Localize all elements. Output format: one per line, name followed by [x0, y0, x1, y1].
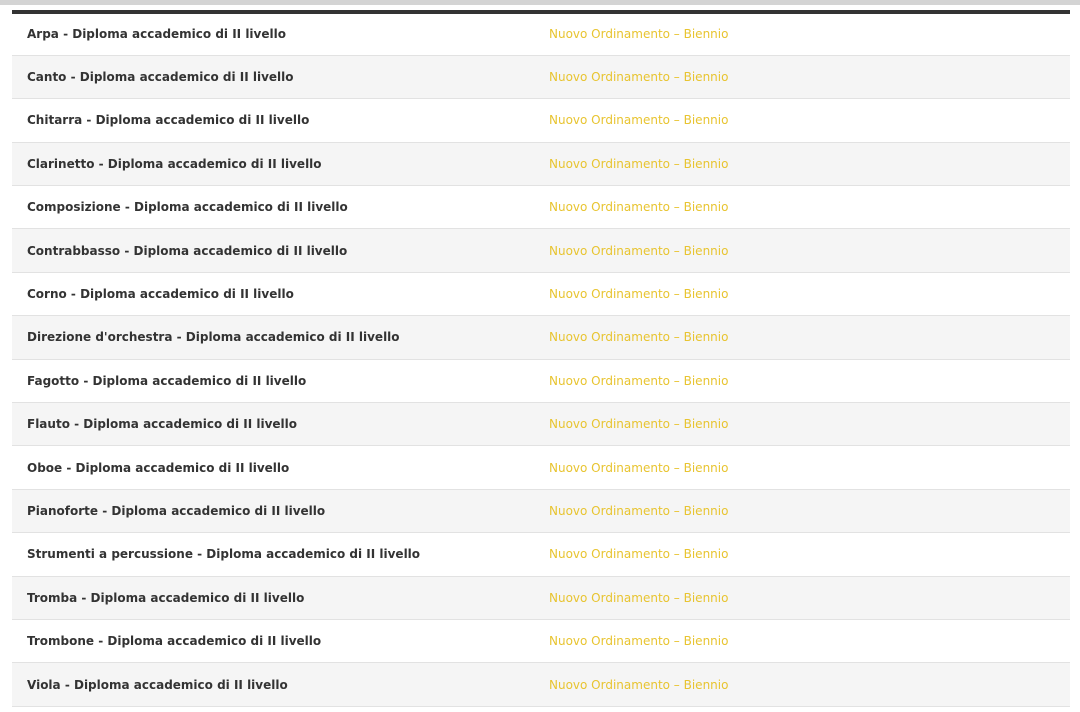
table-row	[12, 12, 1070, 55]
course-type: Nuovo Ordinamento – Biennio	[549, 373, 729, 388]
course-table	[12, 10, 1070, 707]
course-name-link[interactable]: Arpa - Diploma accademico di II livello	[27, 27, 286, 42]
course-name-link[interactable]: Tromba - Diploma accademico di II livello	[27, 590, 305, 605]
table-row	[12, 55, 1070, 98]
course-name-link[interactable]: Canto - Diploma accademico di II livello	[27, 70, 294, 85]
table-row	[12, 229, 1070, 272]
table-row	[12, 619, 1070, 662]
course-type: Nuovo Ordinamento – Biennio	[549, 547, 729, 562]
course-type: Nuovo Ordinamento – Biennio	[549, 330, 729, 345]
course-name-link[interactable]: Direzione d'orchestra - Diploma accademico di II livello	[27, 330, 400, 345]
course-name-link[interactable]: Pianoforte - Diploma accademico di II livello	[27, 503, 326, 518]
table-row	[12, 142, 1070, 185]
course-name-link[interactable]: Flauto - Diploma accademico di II livello	[27, 417, 298, 432]
course-type: Nuovo Ordinamento – Biennio	[549, 503, 729, 518]
course-name-link[interactable]: Clarinetto - Diploma accademico di II livello	[27, 156, 322, 171]
course-name-link[interactable]: Composizione - Diploma accademico di II livello	[27, 200, 348, 215]
table-row	[12, 576, 1070, 619]
table-row	[12, 489, 1070, 532]
course-type: Nuovo Ordinamento – Biennio	[549, 634, 729, 649]
table-row	[12, 359, 1070, 402]
course-name-link[interactable]: Contrabbasso - Diploma accademico di II livello	[27, 243, 348, 258]
course-name-link[interactable]: Viola - Diploma accademico di II livello	[27, 677, 288, 692]
course-type: Nuovo Ordinamento – Biennio	[549, 27, 729, 42]
course-type: Nuovo Ordinamento – Biennio	[549, 113, 729, 128]
course-name-link[interactable]: Corno - Diploma accademico di II livello	[27, 287, 294, 302]
top-divider	[0, 0, 1080, 5]
table-row	[12, 446, 1070, 489]
course-list	[12, 10, 1070, 707]
course-table-body	[12, 12, 1070, 706]
course-type: Nuovo Ordinamento – Biennio	[549, 590, 729, 605]
table-row	[12, 533, 1070, 576]
course-type: Nuovo Ordinamento – Biennio	[549, 287, 729, 302]
course-name-link[interactable]: Trombone - Diploma accademico di II livello	[27, 634, 322, 649]
table-row	[12, 272, 1070, 315]
course-name-link[interactable]: Strumenti a percussione - Diploma accademico di II livello	[27, 547, 421, 562]
table-row	[12, 186, 1070, 229]
table-row	[12, 316, 1070, 359]
table-row	[12, 403, 1070, 446]
course-type: Nuovo Ordinamento – Biennio	[549, 70, 729, 85]
table-row	[12, 663, 1070, 706]
course-name-link[interactable]: Chitarra - Diploma accademico di II livello	[27, 113, 310, 128]
course-type: Nuovo Ordinamento – Biennio	[549, 200, 729, 215]
course-name-link[interactable]: Fagotto - Diploma accademico di II livello	[27, 373, 307, 388]
course-type: Nuovo Ordinamento – Biennio	[549, 460, 729, 475]
course-name-link[interactable]: Oboe - Diploma accademico di II livello	[27, 460, 290, 475]
course-type: Nuovo Ordinamento – Biennio	[549, 417, 729, 432]
course-type: Nuovo Ordinamento – Biennio	[549, 677, 729, 692]
course-type: Nuovo Ordinamento – Biennio	[549, 156, 729, 171]
course-type: Nuovo Ordinamento – Biennio	[549, 243, 729, 258]
table-row	[12, 99, 1070, 142]
